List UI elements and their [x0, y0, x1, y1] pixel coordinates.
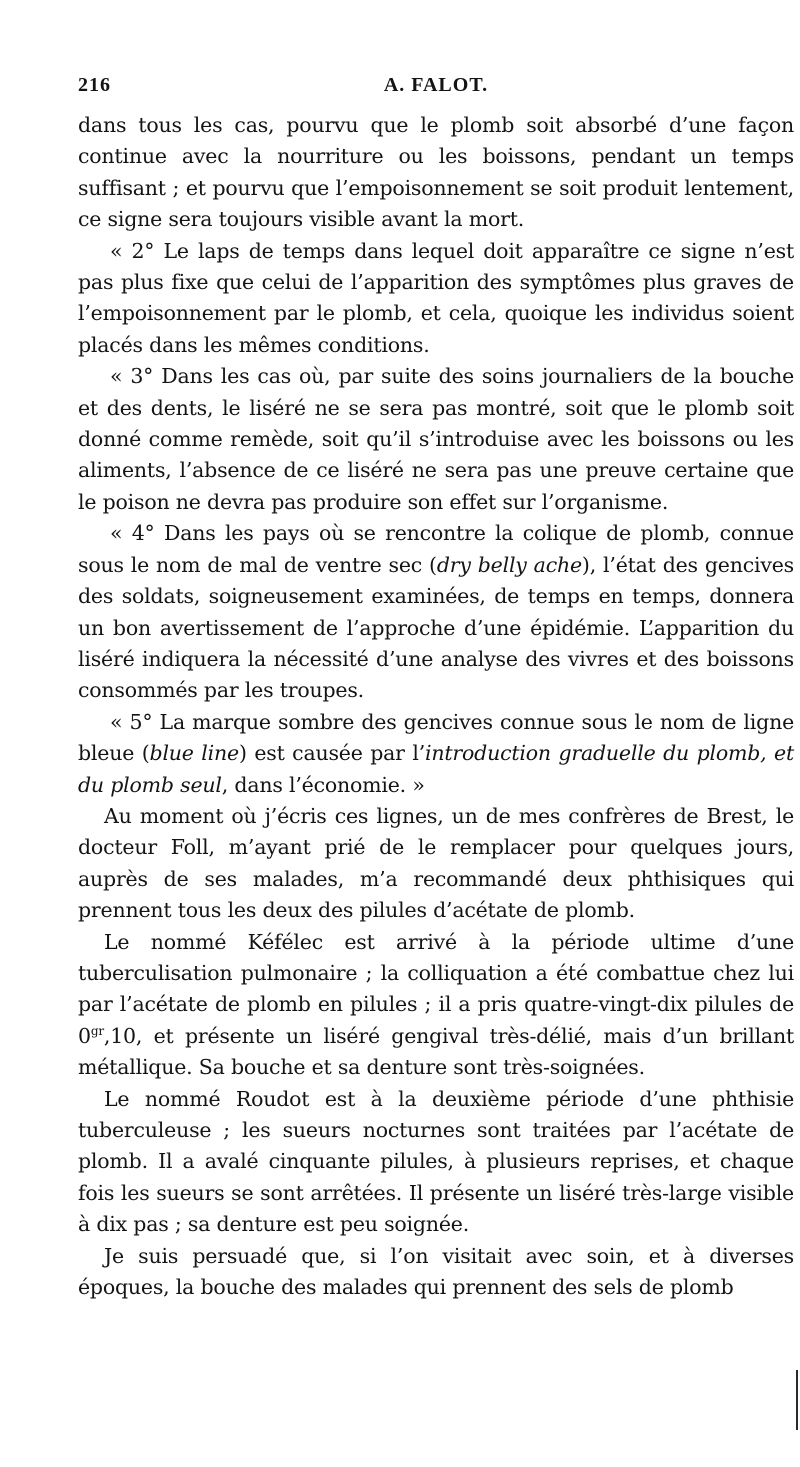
superscript-text: gr	[90, 1023, 104, 1038]
paragraph-foll-patients	[78, 801, 794, 927]
body-text	[78, 110, 794, 1303]
text-run: « 3° Dans les cas où, par suite des soins journaliers de la bouche et des dents, le liséré ne se sera pas montré, soit que le plomb soit donné comme remède, soit qu’il s’introduise avec les boissons ou les aliments, l’absence de ce liséré ne sera pas une preuve certaine que le poison ne devra pas produire son effet sur l’organisme.	[78, 364, 794, 514]
paragraph-roudot	[78, 1084, 794, 1241]
text-run: « 5° La marque sombre des gencives connue sous le nom de ligne bleue (	[78, 709, 794, 766]
text-run: Au moment où j’écris ces lignes, un de mes confrères de Brest, le docteur Foll, m’ayant prié de le remplacer pour quelques jours, auprès de ses malades, m’a recommandé deux phthisiques qui prennent tous les deux des pilules d’acétate de plomb.	[78, 803, 794, 923]
italic-text: blue line	[149, 741, 239, 766]
paragraph-point-3	[78, 361, 794, 518]
text-run: Le nommé Roudot est à la deuxième période d’une phthisie tuberculeuse ; les sueurs nocturnes sont traitées par l’acétate de plomb. Il a avalé cinquante pilules, à plusieurs reprises, et chaque fois les sueurs se sont arrêtées. Il présente un liséré très-large visible à dix pas ; sa denture est peu soignée.	[78, 1086, 794, 1237]
text-run: « 2° Le laps de temps dans lequel doit apparaître ce signe n’est pas plus fixe que celui de l’apparition des symptômes plus graves de l’empoisonnement par le plomb, et cela, quoique les individus soient placés dans les mêmes conditions.	[78, 238, 794, 357]
paragraph-kefelec	[78, 927, 794, 1084]
paragraph-point-5	[78, 707, 794, 801]
text-run: ), l’état des gencives des soldats, soigneusement examinées, de temps en temps, donnera un bon avertissement de l’approche d’une épidémie. L’apparition du liséré indiquera la nécessité d’une analyse des vivres et des boissons consommés par les troupes.	[78, 552, 794, 703]
running-title: A. FALOT.	[383, 74, 489, 96]
text-run: dans tous les cas, pourvu que le plomb soit absorbé d’une façon continue avec la nourriture ou les boissons, pendant un temps suffisant ; et pourvu que l’empoisonnement se soit produit lentement, ce signe sera toujours visible avant la mort.	[78, 113, 794, 232]
italic-text: introduction graduelle du plomb, et du plomb seul	[78, 741, 795, 797]
paragraph-point-2	[78, 236, 794, 362]
paragraph-conclusion	[78, 1241, 794, 1304]
page-number: 216	[78, 74, 111, 96]
paragraph-continuation	[78, 110, 794, 236]
page-edge-mark	[796, 1370, 798, 1430]
text-run: Je suis persuadé que, si l’on visitait avec soin, et à diverses époques, la bouche des malades qui prennent des sels de plomb	[78, 1243, 794, 1300]
text-run: ) est causée par l’	[238, 741, 426, 766]
text-run: « 4° Dans les pays où se rencontre la colique de plomb, connue sous le nom de mal de ventre sec (	[78, 521, 794, 577]
text-run: Le nommé Kéfélec est arrivé à la période ultime d’une tuberculisation pulmonaire ; la colliquation a été combattue chez lui par l’acétate de plomb en pilules ; il a pris quatre-vingt-dix pilules de 0	[78, 929, 794, 1048]
text-run: ,10, et présente un liséré gengival très-délié, mais d’un brillant métallique. Sa bouche et sa denture sont très-soignées.	[78, 1023, 794, 1080]
italic-text: dry belly ache	[436, 552, 582, 577]
text-run: , dans l’économie. »	[221, 772, 425, 797]
paragraph-point-4	[78, 518, 794, 706]
